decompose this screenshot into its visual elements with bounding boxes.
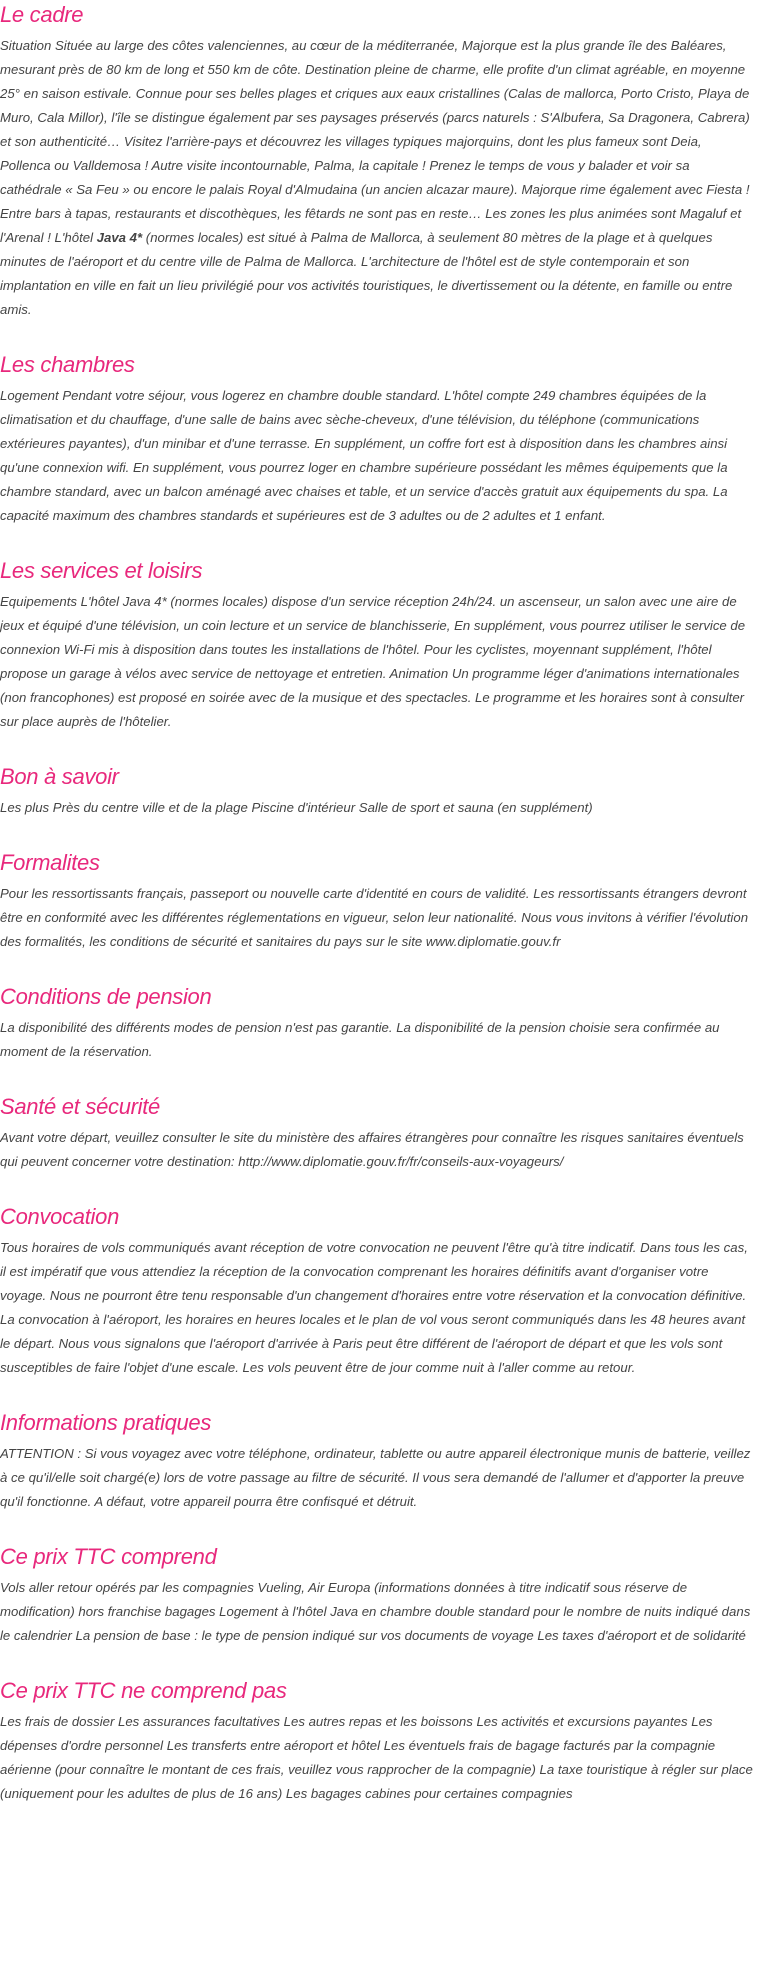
section-body: Les frais de dossier Les assurances facultatives Les autres repas et les boissons Les activités et excursions payantes Les dépenses d'ordre personnel Les transferts entre aéroport et hôtel Les éventuels frais de bagage facturés par la compagnie aérienne (pour connaître le montant de ces frais, veuillez vous rapprocher de la compagnie) La taxe touristique à régler sur place (uniquement pour les adultes de plus de 16 ans) Les bagages cabines pour certaines compagnies (0, 1714, 753, 1801)
section-convocation (0, 1202, 754, 1380)
section-title: Ce prix TTC comprend (0, 1544, 217, 1569)
section-prix-comprend (0, 1542, 754, 1648)
section-le-cadre (0, 0, 754, 322)
section-formalites (0, 848, 754, 954)
section-title: Les chambres (0, 352, 135, 377)
section-body: ATTENTION : Si vous voyagez avec votre téléphone, ordinateur, tablette ou autre appareil électronique munis de batterie, veillez à ce qu'il/elle soit chargé(e) lors de votre passage au filtre de sécurité. Il vous sera demandé de l'allumer et d'apporter la preuve qu'il fonctionne. A défaut, votre appareil pourra être confisqué et détruit. (0, 1446, 751, 1509)
section-body: Vols aller retour opérés par les compagnies Vueling, Air Europa (informations données à titre indicatif sous réserve de modification) hors franchise bagages Logement à l'hôtel Java en chambre double standard pour le nombre de nuits indiqué dans le calendrier La pension de base : le type de pension indiqué sur vos documents de voyage Les taxes d'aéroport et de solidarité (0, 1580, 751, 1643)
section-services-loisirs (0, 556, 754, 734)
section-les-chambres (0, 350, 754, 528)
section-body (0, 34, 754, 322)
section-title: Convocation (0, 1204, 119, 1229)
section-title: Les services et loisirs (0, 558, 203, 583)
section-body: Les plus Près du centre ville et de la plage Piscine d'intérieur Salle de sport et sauna (en supplément) (0, 800, 593, 815)
section-body: Tous horaires de vols communiqués avant réception de votre convocation ne peuvent l'être qu'à titre indicatif. Dans tous les cas, il est impératif que vous attendiez la réception de la convocation comprenant les horaires définitifs avant d'organiser votre voyage. Nous ne pourront être tenu responsable d'un changement d'horaires entre votre réservation et la convocation définitive. La convocation à l'aéroport, les horaires en heures locales et le plan de vol vous seront communiqués dans les 48 heures avant le départ. Nous vous signalons que l'aéroport d'arrivée à Paris peut être différent de l'aéroport de départ et que les vols sont susceptibles de faire l'objet d'une escale. Les vols peuvent être de jour comme nuit à l'aller comme au retour. (0, 1240, 748, 1375)
section-title: Conditions de pension (0, 984, 212, 1009)
section-body-text: Situation Située au large des côtes valenciennes, au cœur de la méditerranée, Majorque est la plus grande île des Baléares, mesurant près de 80 km de long et 550 km de côte. Destination pleine de charme, elle profite d'un climat agréable, en moyenne 25° en saison estivale. Connue pour ses belles plages et criques aux eaux cristallines (Calas de mallorca, Porto Cristo, Playa de Muro, Cala Millor), l'île se distingue également par ses paysages préservés (parcs naturels : S'Albufera, Sa Dragonera, Cabrera) et son authenticité… Visitez l'arrière-pays et découvrez les villages typiques majorquins, dont les plus fameux sont Deia, Pollenca ou Valldemosa ! Autre visite incontournable, Palma, la capitale ! Prenez le temps de vous y balader et voir sa cathédrale « Sa Feu » ou encore le palais Royal d'Almudaina (un ancien alcazar maure). Majorque rime également avec Fiesta ! Entre bars à tapas, restaurants et discothèques, les fêtards ne sont pas en reste… Les zones les plus animées sont Magaluf et l'Arenal ! L'hôtel (0, 38, 750, 245)
section-body: Avant votre départ, veuillez consulter le site du ministère des affaires étrangères pour connaître les risques sanitaires éventuels qui peuvent concerner votre destination: http://www.diplomatie.gouv.fr/fr/conseils-aux-voyageurs/ (0, 1130, 744, 1169)
section-body-text: (normes locales) est situé à Palma de Mallorca, à seulement 80 mètres de la plage et à quelques minutes de l'aéroport et du centre ville de Palma de Mallorca. L'architecture de l'hôtel est de style contemporain et son implantation en ville en fait un lieu privilégié pour vos activités touristiques, le divertissement ou la détente, en famille ou entre amis. (0, 230, 733, 317)
section-conditions-pension (0, 982, 754, 1064)
section-body: La disponibilité des différents modes de pension n'est pas garantie. La disponibilité de la pension choisie sera confirmée au moment de la réservation. (0, 1020, 720, 1059)
section-body: Equipements L'hôtel Java 4* (normes locales) dispose d'un service réception 24h/24. un ascenseur, un salon avec une aire de jeux et équipé d'une télévision, un coin lecture et un service de blanchisserie, En supplément, vous pourrez utiliser le service de connexion Wi-Fi mis à disposition dans toutes les installations de l'hôtel. Pour les cyclistes, moyennant supplément, l'hôtel propose un garage à vélos avec service de nettoyage et entretien. Animation Un programme léger d'animations internationales (non francophones) est proposé en soirée avec de la musique et des spectacles. Le programme et les horaires sont à consulter sur place auprès de l'hôtelier. (0, 594, 746, 729)
section-sante-securite (0, 1092, 754, 1174)
section-title: Informations pratiques (0, 1410, 212, 1435)
section-title: Ce prix TTC ne comprend pas (0, 1678, 287, 1703)
section-bon-a-savoir (0, 762, 754, 820)
section-title: Santé et sécurité (0, 1094, 160, 1119)
section-title: Bon à savoir (0, 764, 119, 789)
section-body: Pour les ressortissants français, passeport ou nouvelle carte d'identité en cours de validité. Les ressortissants étrangers devront être en conformité avec les différentes réglementations en vigueur, selon leur nationalité. Nous vous invitons à vérifier l'évolution des formalités, les conditions de sécurité et sanitaires du pays sur le site www.diplomatie.gouv.fr (0, 886, 749, 949)
section-prix-ne-comprend-pas (0, 1676, 754, 1806)
section-title: Le cadre (0, 2, 84, 27)
section-title: Formalites (0, 850, 100, 875)
section-informations-pratiques (0, 1408, 754, 1514)
hotel-name: Java 4* (96, 230, 143, 245)
section-body: Logement Pendant votre séjour, vous logerez en chambre double standard. L'hôtel compte 249 chambres équipées de la climatisation et du chauffage, d'une salle de bains avec sèche-cheveux, d'une télévision, du téléphone (communications extérieures payantes), d'un minibar et d'une terrasse. En supplément, un coffre fort est à disposition dans les chambres ainsi qu'une connexion wifi. En supplément, vous pourrez loger en chambre supérieure possédant les mêmes équipements que la chambre standard, avec un balcon aménagé avec chaises et table, et un service d'accès gratuit aux équipements du spa. La capacité maximum des chambres standards et supérieures est de 3 adultes ou de 2 adultes et 1 enfant. (0, 388, 728, 523)
